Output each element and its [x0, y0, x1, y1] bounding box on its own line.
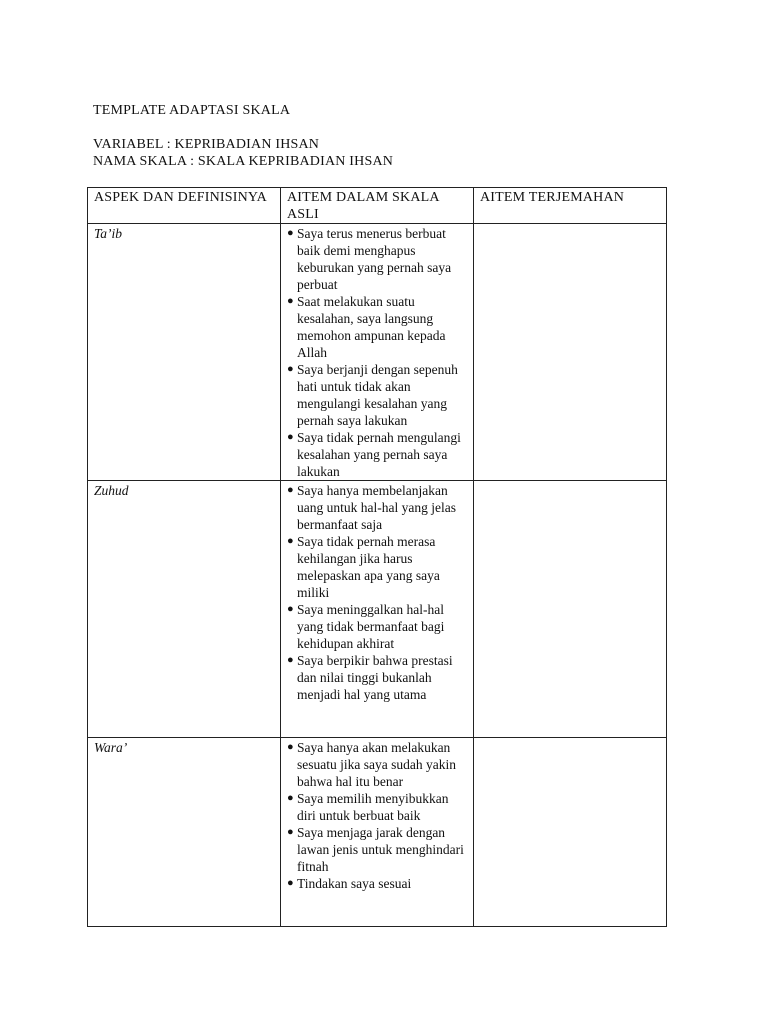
list-item [287, 601, 467, 652]
bullet-icon: ● [287, 826, 294, 838]
bullet-icon: ● [287, 877, 294, 889]
item-text: Saya hanya membelanjakan uang untuk hal-hal yang jelas bermanfaat saja [297, 483, 456, 532]
item-text: Saya menjaga jarak dengan lawan jenis untuk menghindari fitnah [297, 825, 464, 874]
bullet-icon: ● [287, 741, 294, 753]
items-cell [281, 738, 474, 927]
aspek-cell: Wara’ [88, 738, 281, 927]
aspek-cell: Ta’ib [88, 224, 281, 481]
table-header-row [88, 188, 667, 224]
bullet-icon: ● [287, 603, 294, 615]
bullet-icon: ● [287, 363, 294, 375]
table-row [88, 481, 667, 738]
bullet-icon: ● [287, 295, 294, 307]
item-text: Saya berpikir bahwa prestasi dan nilai tinggi bukanlah menjadi hal yang utama [297, 653, 453, 702]
item-text: Saya tidak pernah mengulangi kesalahan yang pernah saya lakukan [297, 430, 461, 479]
list-item [287, 482, 467, 533]
list-item [287, 739, 467, 790]
items-cell [281, 481, 474, 738]
header-aitem-asli: AITEM DALAM SKALA ASLI [281, 188, 474, 224]
list-item [287, 225, 467, 293]
list-item [287, 875, 467, 892]
list-item [287, 824, 467, 875]
terjemahan-cell [474, 224, 667, 481]
bullet-icon: ● [287, 654, 294, 666]
list-item [287, 652, 467, 703]
terjemahan-cell [474, 738, 667, 927]
terjemahan-cell [474, 481, 667, 738]
scale-table [87, 187, 667, 927]
items-cell [281, 224, 474, 481]
table-row [88, 224, 667, 481]
items-clip [287, 739, 467, 926]
bullet-icon: ● [287, 535, 294, 547]
item-text: Saya terus menerus berbuat baik demi menghapus keburukan yang pernah saya perbuat [297, 226, 452, 292]
nama-skala-line: NAMA SKALA : SKALA KEPRIBADIAN IHSAN [93, 154, 394, 169]
aspek-cell: Zuhud [88, 481, 281, 738]
item-text: Saya meninggalkan hal-hal yang tidak bermanfaat bagi kehidupan akhirat [297, 602, 445, 651]
item-text: Saya berjanji dengan sepenuh hati untuk tidak akan mengulangi kesalahan yang pernah saya lakukan [297, 362, 458, 428]
item-list [287, 739, 467, 892]
document-title: TEMPLATE ADAPTASI SKALA [93, 103, 291, 118]
bullet-icon: ● [287, 792, 294, 804]
header-aitem-terjemahan: AITEM TERJEMAHAN [474, 188, 667, 224]
bullet-icon: ● [287, 227, 294, 239]
table-row [88, 738, 667, 927]
item-list [287, 482, 467, 703]
item-text: Saat melakukan suatu kesalahan, saya langsung memohon ampunan kepada Allah [297, 294, 446, 360]
list-item [287, 361, 467, 429]
list-item [287, 533, 467, 601]
item-text: Saya tidak pernah merasa kehilangan jika harus melepaskan apa yang saya miliki [297, 534, 440, 600]
list-item [287, 293, 467, 361]
item-text: Tindakan saya sesuai [297, 876, 412, 891]
list-item [287, 429, 467, 480]
list-item [287, 790, 467, 824]
item-text: Saya memilih menyibukkan diri untuk berbuat baik [297, 791, 449, 823]
bullet-icon: ● [287, 484, 294, 496]
item-text: Saya hanya akan melakukan sesuatu jika saya sudah yakin bahwa hal itu benar [297, 740, 456, 789]
item-list [287, 225, 467, 480]
header-aspek: ASPEK DAN DEFINISINYA [88, 188, 281, 224]
bullet-icon: ● [287, 431, 294, 443]
variabel-line: VARIABEL : KEPRIBADIAN IHSAN [93, 137, 320, 152]
